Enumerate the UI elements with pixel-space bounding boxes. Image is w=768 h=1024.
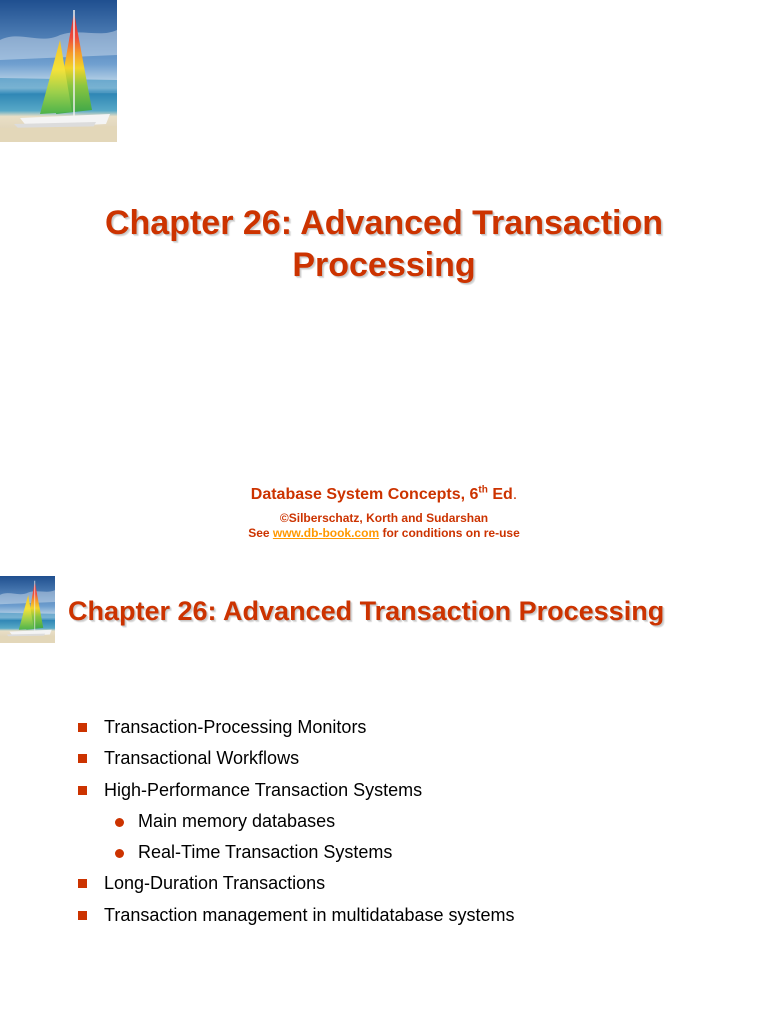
chapter-title-line1: Chapter 26: Advanced Transaction [104,204,663,242]
list-item [0,712,768,743]
round-bullet-icon [115,849,124,858]
sub-list-item [0,837,768,868]
book-credits [0,484,768,541]
topic-list [0,712,768,931]
edition-superscript: th [478,484,488,496]
copyright-line [0,511,768,526]
list-item-text: Main memory databases [138,810,336,831]
square-bullet-icon [78,879,87,888]
list-item-text: Long-Duration Transactions [104,873,326,894]
edition-period: . [512,486,518,503]
square-bullet-icon [78,754,87,763]
list-item-text: High-Performance Transaction Systems [104,779,423,800]
sub-list-item [0,806,768,837]
list-item [0,868,768,899]
chapter-title [60,202,708,286]
see-prefix: See [248,526,273,540]
list-item [0,900,768,931]
reuse-line [0,526,768,541]
square-bullet-icon [78,723,87,732]
list-item-text: Transaction management in multidatabase systems [104,904,515,925]
sailboat-logo-icon [0,576,55,643]
copyright-text: ©Silberschatz, Korth and Sudarshan [279,511,489,525]
chapter-title-line2: Processing [292,246,476,284]
book-title-text: Database System Concepts, 6 [250,486,479,503]
sailboat-logo-icon [0,0,117,142]
list-item [0,743,768,774]
list-item-text: Transactional Workflows [104,748,300,769]
db-book-link[interactable]: www.db-book.com [272,526,380,540]
see-suffix: for conditions on re-use [379,526,520,540]
square-bullet-icon [78,786,87,795]
edition-suffix: Ed [487,486,513,503]
outline-title: Chapter 26: Advanced Transaction Processing [68,596,665,626]
book-title [0,484,768,506]
list-item-text: Transaction-Processing Monitors [104,717,367,737]
list-item [0,775,768,806]
round-bullet-icon [115,818,124,827]
square-bullet-icon [78,911,87,920]
list-item-text: Real-Time Transaction Systems [138,842,393,863]
outline-slide [0,568,768,1024]
